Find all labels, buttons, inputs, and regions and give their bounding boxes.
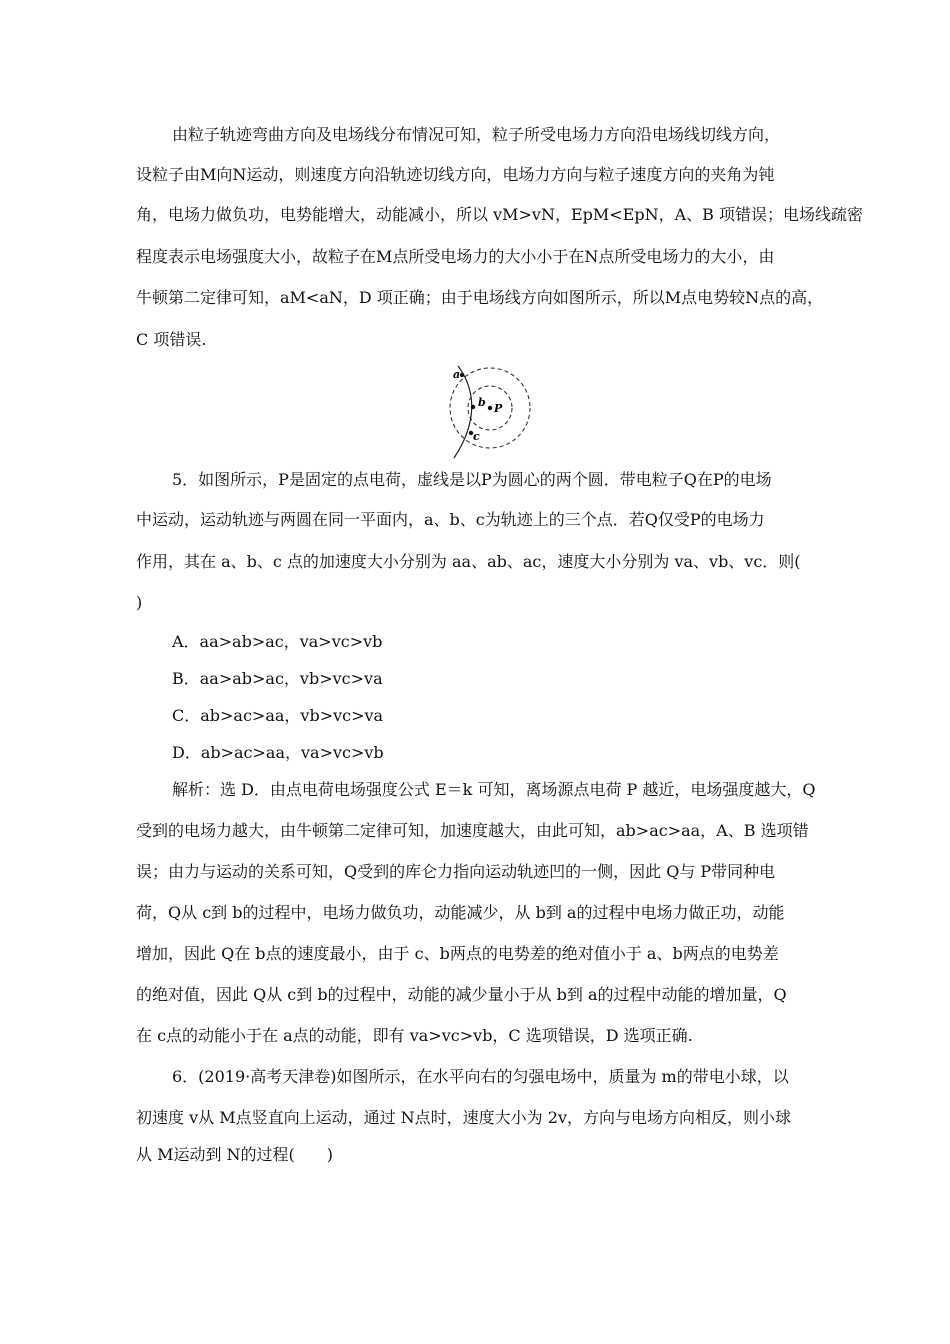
text-line: 在 c点的动能小于在 a点的动能，即有 va>vc>vb，C 选项错误，D 选项正确.: [136, 1026, 693, 1045]
option-b: B．aa>ab>ac，vb>vc>va: [172, 669, 383, 688]
text-line: 荷，Q从 c到 b的过程中，电场力做负功，动能减少，从 b到 a的过程中电场力做正功，动能: [136, 903, 785, 922]
text-line: 5．如图所示，P是固定的点电荷，虚线是以P为圆心的两个圆．带电粒子Q在P的电场: [172, 470, 772, 489]
text-line: 初速度 v从 M点竖直向上运动，通过 N点时，速度大小为 2v，方向与电场方向相反，则小球: [136, 1108, 791, 1127]
option-a: A．aa>ab>ac，va>vc>vb: [172, 632, 383, 651]
charge-trajectory-figure: [420, 362, 538, 462]
text-line: 角，电场力做负功，电势能增大，动能减小，所以 vM>vN，EpM<EpN，A、B 项错误；电场线疏密: [136, 205, 863, 224]
text-line: 受到的电场力越大，由牛顿第二定律可知，加速度越大，由此可知，ab>ac>aa，A、B 选项错: [136, 821, 809, 840]
text-line: C 项错误.: [136, 330, 207, 349]
text-line: 中运动，运动轨迹与两圆在同一平面内，a、b、c为轨迹上的三个点．若Q仅受P的电场力: [136, 510, 765, 529]
text-line: 的绝对值，因此 Q从 c到 b的过程中，动能的减少量小于从 b到 a的过程中动能的增加量，Q: [136, 985, 787, 1004]
text-line: 6．(2019·高考天津卷)如图所示，在水平向右的匀强电场中，质量为 m的带电小球，以: [172, 1067, 789, 1086]
label-p: P: [494, 402, 503, 415]
text-line: 解析：选 D．由点电荷电场强度公式 E＝k 可知，离场源点电荷 P 越近，电场强度越大，Q: [172, 780, 816, 799]
option-c: C．ab>ac>aa，vb>vc>va: [172, 706, 384, 725]
label-c: c: [473, 430, 480, 443]
text-line: 从 M运动到 N的过程( ): [136, 1145, 334, 1164]
text-line: 由粒子轨迹弯曲方向及电场线分布情况可知，粒子所受电场力方向沿电场线切线方向，: [172, 125, 781, 144]
text-line: 程度表示电场强度大小，故粒子在M点所受电场力的大小小于在N点所受电场力的大小，由: [136, 247, 775, 266]
text-line: 设粒子由M向N运动，则速度方向沿轨迹切线方向，电场力方向与粒子速度方向的夹角为钝: [136, 165, 775, 184]
label-b: b: [478, 396, 486, 409]
label-a: a: [453, 368, 461, 381]
text-line: 误；由力与运动的关系可知，Q受到的库仑力指向运动轨迹凹的一侧，因此 Q与 P带同种电: [136, 862, 776, 881]
option-d: D．ab>ac>aa，va>vc>vb: [172, 743, 384, 762]
text-line: 作用，其在 a、b、c 点的加速度大小分别为 aa、ab、ac，速度大小分别为 va、vb、vc．则(: [136, 552, 801, 571]
text-line: ): [136, 593, 143, 612]
text-line: 增加，因此 Q在 b点的速度最小，由于 c、b两点的电势差的绝对值小于 a、b两点的电势差: [136, 944, 779, 963]
text-line: 牛顿第二定律可知，aM<aN，D 项正确；由于电场线方向如图所示，所以M点电势较N点的高，: [136, 288, 824, 307]
